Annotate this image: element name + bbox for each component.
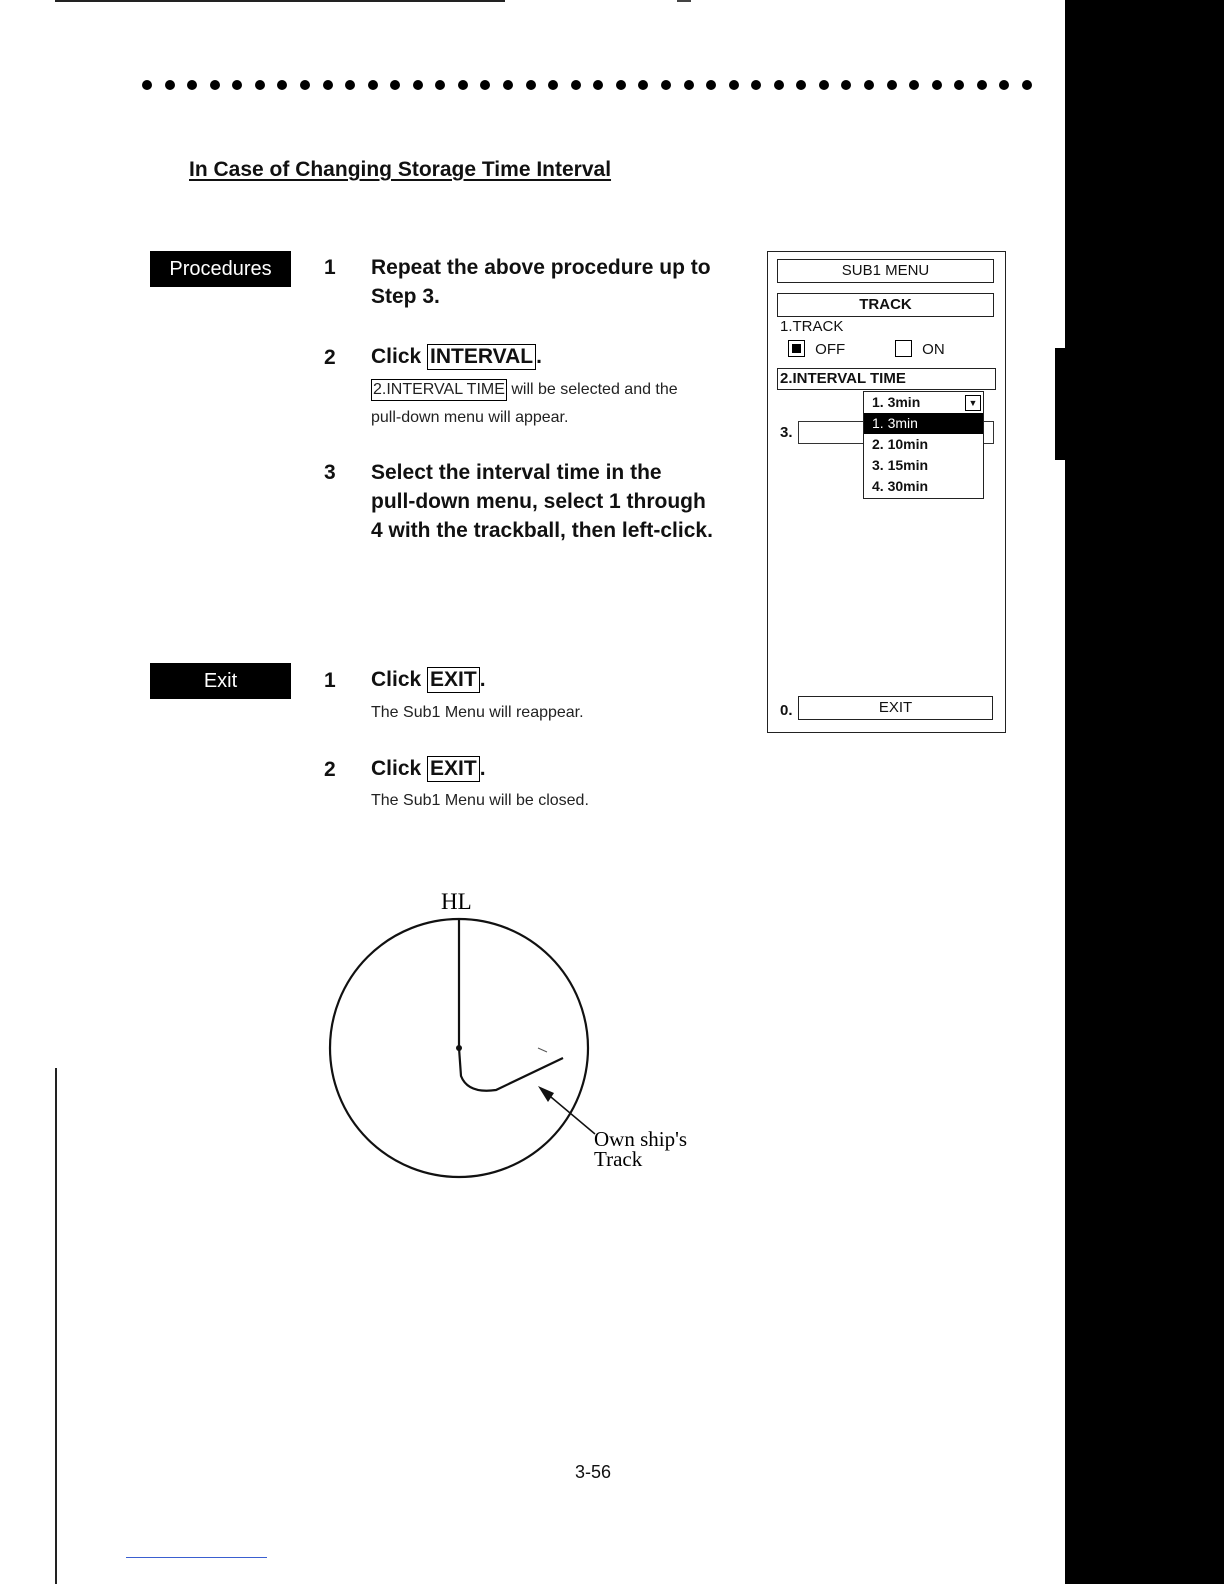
procedures-label: Procedures (150, 251, 291, 287)
off-label: OFF (815, 341, 846, 358)
separator-dot (435, 80, 445, 90)
own-ship-label: Own ship's (594, 1127, 688, 1151)
interval-time-header: 2.INTERVAL TIME (777, 368, 996, 390)
dropdown-current-text: 1. 3min (872, 394, 921, 410)
exit-step-1-text (371, 665, 486, 694)
exit-label: Exit (150, 663, 291, 699)
separator-dot (345, 80, 355, 90)
separator-dot (932, 80, 942, 90)
separator-dot (526, 80, 536, 90)
click-word: Click (371, 345, 422, 368)
separator-dot (887, 80, 897, 90)
exit-number: 0. (780, 702, 793, 719)
separator-dot (774, 80, 784, 90)
exit-step-1-note: The Sub1 Menu will reappear. (371, 704, 584, 721)
track-pointer-arrowhead (538, 1086, 554, 1102)
dropdown-option-3[interactable]: 3. 15min (872, 457, 929, 473)
separator-dot (480, 80, 490, 90)
separator-dot (841, 80, 851, 90)
dropdown-option-2[interactable]: 2. 10min (872, 436, 929, 452)
item-3-label: 3. (780, 424, 793, 441)
separator-dot (413, 80, 423, 90)
menu-title: SUB1 MENU (777, 259, 994, 283)
separator-dot (864, 80, 874, 90)
procedure-step-3-number: 3 (324, 461, 336, 484)
dropdown-current-value[interactable] (864, 392, 983, 413)
separator-dot (368, 80, 378, 90)
separator-dot (390, 80, 400, 90)
bottom-line (126, 1557, 267, 1558)
separator-dot (165, 80, 175, 90)
separator-dot (210, 80, 220, 90)
scan-edge-bar (1065, 0, 1224, 1584)
dropdown-option-4[interactable]: 4. 30min (872, 478, 929, 494)
separator-dot (571, 80, 581, 90)
separator-dot (706, 80, 716, 90)
chapter-tab-mark (1055, 348, 1067, 460)
separator-dot (638, 80, 648, 90)
exit-step-2-note: The Sub1 Menu will be closed. (371, 792, 589, 809)
exit-button-ref: EXIT (427, 756, 480, 782)
track-pointer-line (545, 1092, 595, 1134)
own-ship-track-diagram (300, 880, 740, 1200)
procedure-step-2-number: 2 (324, 346, 336, 369)
track-tick (538, 1048, 547, 1052)
separator-dot (142, 80, 152, 90)
click-word: Click (371, 668, 422, 691)
separator-dot (999, 80, 1009, 90)
procedure-step-1-text (371, 253, 711, 311)
separator-dot (819, 80, 829, 90)
track-curve (459, 1048, 563, 1091)
procedure-step-2-note-rest: will be selected and the (511, 381, 678, 398)
track-label-text: Track (594, 1147, 643, 1171)
separator-dot (909, 80, 919, 90)
separator-dot (458, 80, 468, 90)
separator-dot (187, 80, 197, 90)
interval-button-ref: INTERVAL (427, 344, 536, 370)
exit-step-2-text (371, 754, 486, 783)
exit-step-1-number: 1 (324, 669, 336, 692)
exit-step-2-number: 2 (324, 758, 336, 781)
interval-time-ref: 2.INTERVAL TIME (371, 379, 507, 401)
separator-dot (796, 80, 806, 90)
separator-dot (255, 80, 265, 90)
period: . (536, 345, 542, 368)
separator-dot (954, 80, 964, 90)
separator-dot (593, 80, 603, 90)
click-word: Click (371, 757, 422, 780)
track-off-option[interactable] (788, 340, 845, 358)
separator-dot (277, 80, 287, 90)
procedure-step-2-text (371, 342, 542, 371)
left-rule (55, 1068, 57, 1584)
track-on-option[interactable] (895, 340, 945, 358)
menu-exit-button[interactable]: EXIT (798, 696, 993, 720)
procedure-step-1-number: 1 (324, 256, 336, 279)
separator-dot (616, 80, 626, 90)
procedure-step-2-note-line-2: pull-down menu will appear. (371, 409, 569, 426)
procedure-step-3-line-2: pull-down menu, select 1 through (371, 490, 706, 513)
separator-dot (323, 80, 333, 90)
separator-dot (729, 80, 739, 90)
procedure-step-1-line-1: Repeat the above procedure up to (371, 256, 711, 279)
top-dash (677, 0, 691, 2)
procedure-step-3-text (371, 458, 713, 545)
separator-dot (1022, 80, 1032, 90)
top-rule (55, 0, 505, 2)
on-label: ON (922, 341, 945, 358)
separator-dot (661, 80, 671, 90)
separator-dot (684, 80, 694, 90)
on-checkbox-icon[interactable] (895, 340, 912, 357)
hl-label: HL (441, 889, 472, 914)
page-number: 3-56 (575, 1462, 612, 1482)
separator-dot (977, 80, 987, 90)
separator-dot (232, 80, 242, 90)
exit-button-ref: EXIT (427, 667, 480, 693)
procedure-step-1-line-2: Step 3. (371, 285, 440, 308)
procedure-step-3-line-1: Select the interval time in the (371, 461, 662, 484)
dotted-separator (142, 75, 1032, 95)
separator-dot (300, 80, 310, 90)
separator-dot (548, 80, 558, 90)
track-label: 1.TRACK (780, 318, 844, 335)
track-header[interactable]: TRACK (777, 293, 994, 317)
procedure-step-2-note (371, 375, 678, 404)
dropdown-arrow-icon[interactable]: ▼ (965, 395, 981, 411)
off-checkbox-icon[interactable] (788, 340, 805, 357)
procedure-step-3-line-3: 4 with the trackball, then left-click. (371, 519, 713, 542)
section-title: In Case of Changing Storage Time Interval (189, 158, 612, 181)
separator-dot (751, 80, 761, 90)
interval-dropdown[interactable] (863, 391, 984, 499)
period: . (479, 757, 486, 780)
separator-dot (503, 80, 513, 90)
period: . (479, 668, 486, 691)
dropdown-option-1[interactable]: 1. 3min (864, 413, 983, 434)
